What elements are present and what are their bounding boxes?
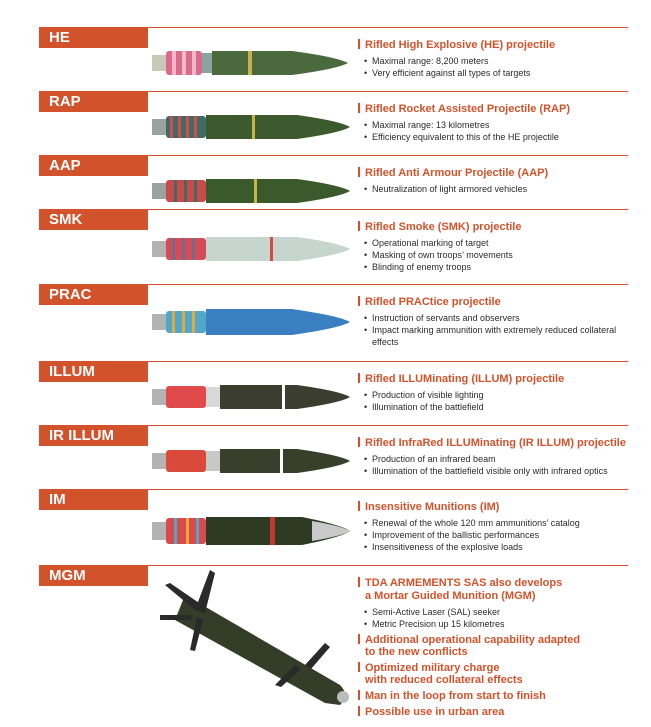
divider <box>148 91 628 92</box>
aap-bullet: • Neutralization of light armored vehicles <box>358 183 638 195</box>
im-projectile-image <box>152 511 352 551</box>
divider <box>148 209 628 210</box>
prac-projectile-image <box>152 302 352 342</box>
he-bullet: • Maximal range: 8,200 meters <box>358 55 638 67</box>
smk-title: Rifled Smoke (SMK) projectile <box>358 221 638 234</box>
ir-illum-projectile-image <box>152 441 352 481</box>
smk-projectile-image <box>152 229 352 269</box>
tab-mgm: MGM <box>39 565 148 586</box>
im-bullet: • Improvement of the ballistic performances <box>358 529 638 541</box>
rap-bullet: • Efficiency equivalent to this of the HE projectile <box>358 131 638 143</box>
he-bullet: • Very efficient against all types of targets <box>358 67 638 79</box>
divider <box>148 361 628 362</box>
im-bullet: • Renewal of the whole 120 mm ammunitions’ catalog <box>358 517 638 529</box>
tab-illum: ILLUM <box>39 361 148 382</box>
im-title: Insensitive Munitions (IM) <box>358 501 638 514</box>
he-title: Rifled High Explosive (HE) projectile <box>358 39 638 52</box>
tab-aap: AAP <box>39 155 148 176</box>
divider <box>148 284 628 285</box>
mgm-bullet: • Semi-Active Laser (SAL) seeker <box>358 606 638 618</box>
illum-title: Rifled ILLUMinating (ILLUM) projectile <box>358 373 638 386</box>
mgm-title: TDA ARMEMENTS SAS also develops a Mortar Guided Munition (MGM) <box>358 577 638 603</box>
ir-illum-bullet: • Illumination of the battlefield visible only with infrared optics <box>358 465 638 477</box>
smk-bullet: • Masking of own troops’ movements <box>358 249 638 261</box>
rap-bullet: • Maximal range: 13 kilometres <box>358 119 638 131</box>
mgm-missile-image <box>155 565 355 725</box>
rap-projectile-image <box>152 107 352 147</box>
prac-bullet: • Impact marking ammunition with extremely reduced collateral effects <box>358 324 638 348</box>
illum-projectile-image <box>152 377 352 417</box>
mgm-point: Possible use in urban area <box>358 706 638 718</box>
ir-illum-title: Rifled InfraRed ILLUMinating (IR ILLUM) projectile <box>358 437 638 450</box>
mgm-point: Additional operational capability adapted to the new conflicts <box>358 634 638 658</box>
mgm-point: Optimized military charge with reduced collateral effects <box>358 662 638 686</box>
im-bullet: • Insensitiveness of the explosive loads <box>358 541 638 553</box>
he-projectile-image <box>152 43 352 83</box>
illum-bullet: • Production of visible lighting <box>358 389 638 401</box>
divider <box>148 155 628 156</box>
tab-rap: RAP <box>39 91 148 112</box>
mgm-point: Man in the loop from start to finish <box>358 690 638 702</box>
smk-bullet: • Operational marking of target <box>358 237 638 249</box>
mgm-bullet: • Metric Precision up 15 kilometres <box>358 618 638 630</box>
tab-smk: SMK <box>39 209 148 230</box>
tab-prac: PRAC <box>39 284 148 305</box>
tab-he: HE <box>39 27 148 48</box>
divider <box>148 27 628 28</box>
illum-bullet: • Illumination of the battlefield <box>358 401 638 413</box>
divider <box>148 425 628 426</box>
aap-projectile-image <box>152 171 352 211</box>
prac-title: Rifled PRACtice projectile <box>358 296 638 309</box>
tab-ir-illum: IR ILLUM <box>39 425 148 446</box>
prac-bullet: • Instruction of servants and observers <box>358 312 638 324</box>
aap-title: Rifled Anti Armour Projectile (AAP) <box>358 167 638 180</box>
tab-im: IM <box>39 489 148 510</box>
smk-bullet: • Blinding of enemy troops <box>358 261 638 273</box>
divider <box>148 489 628 490</box>
ir-illum-bullet: • Production of an infrared beam <box>358 453 638 465</box>
rap-title: Rifled Rocket Assisted Projectile (RAP) <box>358 103 638 116</box>
